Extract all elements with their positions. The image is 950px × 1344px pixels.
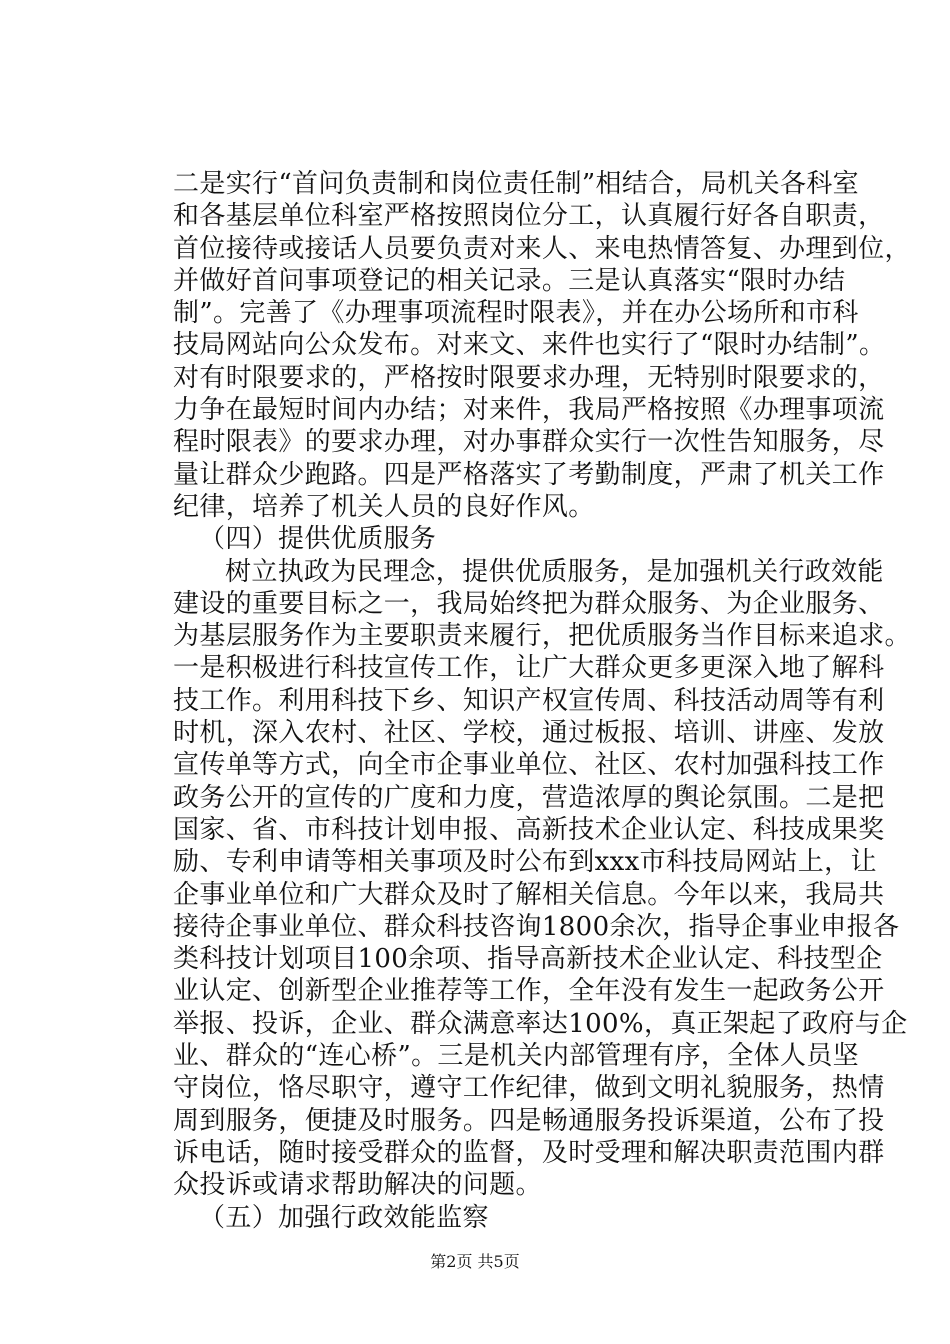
text-line: 制”。完善了《办理事项流程时限表》，并在办公场所和市科 bbox=[173, 298, 859, 329]
text-line: 量让群众少跑路。四是严格落实了考勤制度，严肃了机关工作 bbox=[173, 459, 885, 490]
text-line: 程时限表》的要求办理，对办事群众实行一次性告知服务，尽 bbox=[173, 427, 885, 458]
text-line: 纪律，培养了机关人员的良好作风。 bbox=[173, 491, 595, 522]
text-line: 励、专利申请等相关事项及时公布到xxx市科技局网站上，让 bbox=[173, 847, 877, 878]
text-line: 国家、省、市科技计划申报、高新技术企业认定、科技成果奖 bbox=[173, 814, 885, 845]
text-line: 时机，深入农村、社区、学校，通过板报、培训、讲座、发放 bbox=[173, 718, 885, 749]
section-heading: （四）提供优质服务 bbox=[199, 524, 437, 555]
text-line: 为基层服务作为主要职责来履行，把优质服务当作目标来追求。 bbox=[173, 621, 911, 652]
text-line: 和各基层单位科室严格按照岗位分工，认真履行好各自职责， bbox=[173, 201, 885, 232]
text-line: 对有时限要求的，严格按时限要求办理，无特别时限要求的， bbox=[173, 362, 885, 393]
text-line: 技局网站向公众发布。对来文、来件也实行了“限时办结制”。 bbox=[173, 330, 886, 361]
text-line: 举报、投诉，企业、群众满意率达100%，真正架起了政府与企 bbox=[173, 1008, 908, 1039]
text-line: 建设的重要目标之一，我局始终把为群众服务、为企业服务、 bbox=[173, 588, 885, 619]
text-line: 业、群众的“连心桥”。三是机关内部管理有序，全体人员坚 bbox=[173, 1041, 860, 1072]
text-line: 企事业单位和广大群众及时了解相关信息。今年以来，我局共 bbox=[173, 879, 885, 910]
text-line: 诉电话，随时接受群众的监督，及时受理和解决职责范围内群 bbox=[173, 1137, 885, 1168]
text-line: 业认定、创新型企业推荐等工作，全年没有发生一起政务公开 bbox=[173, 976, 885, 1007]
page-footer: 第2页 共5页 bbox=[430, 1252, 520, 1271]
text-line: 接待企事业单位、群众科技咨询1800余次，指导企事业申报各 bbox=[173, 911, 900, 942]
text-line: 首位接待或接话人员要负责对来人、来电热情答复、办理到位， bbox=[173, 233, 911, 264]
text-line: 宣传单等方式，向全市企事业单位、社区、农村加强科技工作 bbox=[173, 750, 885, 781]
text-line: 周到服务，便捷及时服务。四是畅通服务投诉渠道，公布了投 bbox=[173, 1105, 885, 1136]
text-line: 政务公开的宣传的广度和力度，营造浓厚的舆论氛围。二是把 bbox=[173, 782, 885, 813]
text-line: 守岗位，恪尽职守，遵守工作纪律，做到文明礼貌服务，热情 bbox=[173, 1073, 885, 1104]
text-line: 力争在最短时间内办结；对来件，我局严格按照《办理事项流 bbox=[173, 395, 885, 426]
text-line: 技工作。利用科技下乡、知识产权宣传周、科技活动周等有利 bbox=[173, 685, 885, 716]
text-line: 并做好首问事项登记的相关记录。三是认真落实“限时办结 bbox=[173, 265, 846, 296]
text-line: 树立执政为民理念，提供优质服务，是加强机关行政效能 bbox=[225, 556, 884, 587]
body-text bbox=[173, 168, 911, 1234]
section-heading: （五）加强行政效能监察 bbox=[199, 1202, 489, 1233]
text-line: 二是实行“首问负责制和岗位责任制”相结合，局机关各科室 bbox=[173, 169, 860, 199]
text-line: 一是积极进行科技宣传工作，让广大群众更多更深入地了解科 bbox=[173, 653, 885, 684]
text-line: 众投诉或请求帮助解决的问题。 bbox=[173, 1170, 542, 1201]
text-line: 类科技计划项目100余项、指导高新技术企业认定、科技型企 bbox=[173, 944, 883, 975]
